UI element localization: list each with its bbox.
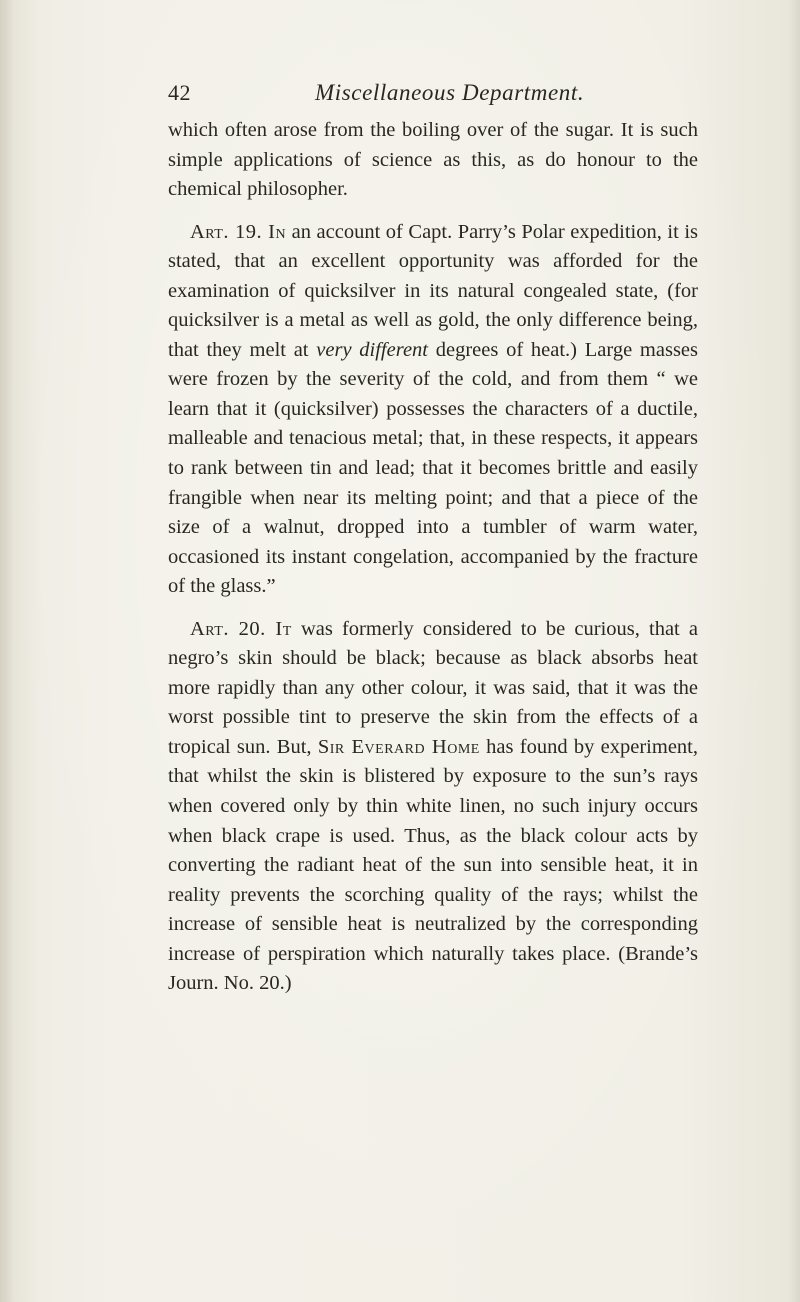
article-label: Art. 20. It	[190, 617, 292, 640]
paragraph-continuation	[168, 116, 698, 205]
paragraph-art-19	[168, 218, 698, 602]
page-header	[168, 80, 698, 120]
paragraph-art-20	[168, 615, 698, 999]
paragraph-text: was formerly considered to be curious, that a negro’s skin should be black; because as black absorbs heat more rapidly than any other colour, it was said, that it was the worst possible tint to preserve the skin from the effects of a tropical sun. But,	[168, 617, 699, 758]
paragraph-text: an account of Capt. Parry’s Polar expedition, it is stated, that an excellent opportunity was afforded for the examination of quicksilver in its natural congealed state, (for quicksilver is a metal as well as gold, the only difference being, that they melt at	[168, 220, 698, 361]
page-edge-right	[788, 0, 800, 1302]
paragraph-text: has found by experiment, that whilst the skin is blistered by exposure to the sun’s rays when covered only by thin white linen, no such injury occurs when black crape is used. Thus, as the black colour acts by converting the radiant heat of the sun into sensible heat, it in reality prevents the scorching quality of the rays; whilst the increase of sensible heat is neutralized by the corresponding increase of perspiration which naturally takes place. (Brande’s Journ. No. 20.)	[168, 735, 698, 995]
italic-phrase: very different	[316, 338, 428, 361]
paragraph-text: which often arose from the boiling over of the sugar. It is such simple applications of science as this, as do honour to the chemical philosopher.	[168, 119, 698, 201]
running-head: Miscellaneous Department.	[315, 80, 585, 105]
body-text	[168, 116, 698, 999]
person-name: Sir Everard Home	[317, 735, 480, 758]
article-label: Art. 19. In	[190, 220, 287, 243]
paragraph-text: degrees of heat.) Large masses were frozen by the severity of the cold, and from them “ we learn that it (quicksilver) possesses the characters of a ductile, malleable and tenacious metal; that, in these respects, it appears to rank between tin and lead; that it becomes brittle and easily frangible when near its melting point; and that a piece of the size of a walnut, dropped into a tumbler of warm water, occasioned its instant congelation, accompanied by the fracture of the glass.”	[168, 338, 698, 598]
page-edge-left	[0, 0, 14, 1302]
page-number: 42	[168, 80, 191, 105]
